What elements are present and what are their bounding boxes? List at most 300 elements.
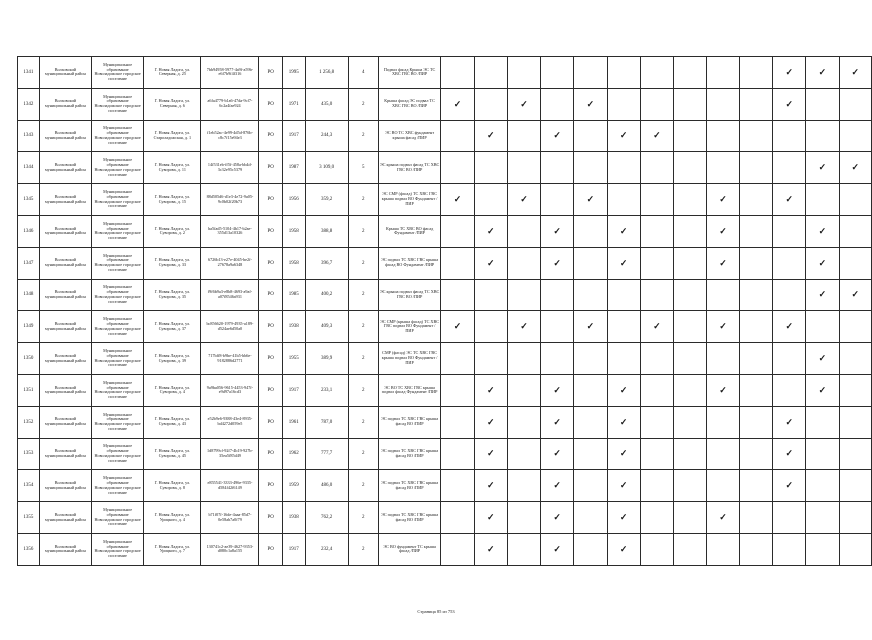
row-number: 1350 [18,343,40,375]
work-cell [474,57,507,89]
fund-form-cell: РО [259,343,283,375]
district-cell: Волховский муниципальный район [39,120,91,152]
work-cell [839,120,871,152]
building-id-cell: 88d505d6-d1e3-4e72-9a05-9c0b02f20b73 [201,184,259,216]
count-cell: 2 [348,502,378,534]
work-cell [507,438,540,470]
work-cell [839,311,871,343]
district-cell: Волховский муниципальный район [39,406,91,438]
fund-form-cell: РО [259,533,283,565]
address-cell: Г. Новая Ладога, ул. Северная, д. 25 [144,57,201,89]
table-row [18,152,872,184]
work-cell [673,184,706,216]
count-cell: 2 [348,184,378,216]
check-mark-icon: ✓ [541,247,574,279]
work-cell [507,502,540,534]
work-cell [474,343,507,375]
check-mark-icon: ✓ [607,247,640,279]
fund-form-cell: РО [259,406,283,438]
work-cell [806,88,839,120]
works-list-cell: ЭС подвал ТС ХВС ГВС крыша фасад ВО /ПИР [378,470,441,502]
address-cell: Г. Новая Ладога, ул. Суворова, д. 37 [144,311,201,343]
check-mark-icon: ✓ [806,374,839,406]
check-mark-icon: ✓ [507,184,540,216]
work-cell [839,184,871,216]
check-mark-icon: ✓ [773,184,806,216]
check-mark-icon: ✓ [474,247,507,279]
address-cell: Г. Новая Ладога, ул. Урицкого, д. 7 [144,533,201,565]
work-cell [673,311,706,343]
check-mark-icon: ✓ [474,120,507,152]
work-cell [607,279,640,311]
work-cell [607,311,640,343]
work-cell [640,406,673,438]
check-mark-icon: ✓ [640,311,673,343]
work-cell [574,279,607,311]
area-cell: 3 109,0 [305,152,348,184]
work-cell [839,533,871,565]
municipality-cell: Муниципальное образование Новоладожское городское поселение [92,374,144,406]
year-cell: 1955 [282,343,305,375]
work-cell [574,215,607,247]
year-cell: 1917 [282,120,305,152]
area-cell: 389,9 [305,343,348,375]
work-cell [773,152,806,184]
area-cell: 486,0 [305,470,348,502]
check-mark-icon: ✓ [507,311,540,343]
table-row [18,247,872,279]
municipality-cell: Муниципальное образование Новоладожское городское поселение [92,406,144,438]
row-number: 1345 [18,184,40,216]
work-cell [740,502,773,534]
work-cell [806,406,839,438]
check-mark-icon: ✓ [773,88,806,120]
table-row [18,406,872,438]
work-cell [607,184,640,216]
address-cell: Г. Новая Ладога, ул. Староладожская, д. 1 [144,120,201,152]
district-cell: Волховский муниципальный район [39,311,91,343]
work-cell [740,438,773,470]
work-cell [806,311,839,343]
municipality-cell: Муниципальное образование Новоладожское городское поселение [92,57,144,89]
address-cell: Г. Новая Ладога, ул. Суворова, д. 4 [144,374,201,406]
municipality-cell: Муниципальное образование Новоладожское городское поселение [92,438,144,470]
district-cell: Волховский муниципальный район [39,343,91,375]
check-mark-icon: ✓ [441,88,474,120]
work-cell [839,343,871,375]
building-id-cell: b71f07f-16de-4aaa-85d7-0e58ab7a0f79 [201,502,259,534]
municipality-cell: Муниципальное образование Новоладожское городское поселение [92,343,144,375]
municipality-cell: Муниципальное образование Новоладожское городское поселение [92,247,144,279]
district-cell: Волховский муниципальный район [39,533,91,565]
address-cell: Г. Новая Ладога, ул. Суворова, д. 11 [144,152,201,184]
works-list-cell: ЭС подвал ТС ХВС ГВС крыша фасад ВО /ПИР [378,438,441,470]
work-cell [706,533,739,565]
work-cell [740,343,773,375]
fund-form-cell: РО [259,374,283,406]
row-number: 1349 [18,311,40,343]
address-cell: Г. Новая Ладога, ул. Суворова, д. 39 [144,343,201,375]
work-cell [773,279,806,311]
count-cell: 2 [348,279,378,311]
work-cell [706,438,739,470]
work-cell [740,406,773,438]
work-cell [740,279,773,311]
building-id-cell: 6726b13-e27e-4045-be2f-27678a9a6348 [201,247,259,279]
building-id-cell: f9f6b9a3-e8b8-4693-a9af-a07f8546a931 [201,279,259,311]
work-cell [574,374,607,406]
work-cell [441,438,474,470]
work-cell [541,184,574,216]
work-cell [541,343,574,375]
work-cell [706,57,739,89]
year-cell: 1938 [282,502,305,534]
check-mark-icon: ✓ [541,215,574,247]
work-cell [740,247,773,279]
area-cell: 232,4 [305,533,348,565]
check-mark-icon: ✓ [574,88,607,120]
row-number: 1348 [18,279,40,311]
check-mark-icon: ✓ [706,247,739,279]
work-cell [640,57,673,89]
work-cell [740,57,773,89]
work-cell [574,502,607,534]
fund-form-cell: РО [259,279,283,311]
building-id-cell: 14f531eb-ff5f-458a-bb4d-3c32e95c5379 [201,152,259,184]
district-cell: Волховский муниципальный район [39,279,91,311]
district-cell: Волховский муниципальный район [39,88,91,120]
check-mark-icon: ✓ [640,120,673,152]
count-cell: 2 [348,120,378,152]
work-cell [507,152,540,184]
count-cell: 2 [348,438,378,470]
count-cell: 4 [348,57,378,89]
row-number: 1353 [18,438,40,470]
check-mark-icon: ✓ [607,502,640,534]
check-mark-icon: ✓ [706,184,739,216]
work-cell [607,88,640,120]
row-number: 1343 [18,120,40,152]
work-cell [673,279,706,311]
table-row [18,438,872,470]
district-cell: Волховский муниципальный район [39,247,91,279]
work-cell [673,152,706,184]
building-id-cell: 130741c2-ae39-4627-9353-d080c1a8a155 [201,533,259,565]
check-mark-icon: ✓ [806,247,839,279]
check-mark-icon: ✓ [806,152,839,184]
work-cell [740,184,773,216]
work-cell [574,533,607,565]
work-cell [640,502,673,534]
work-cell [507,406,540,438]
works-list-cell: Крыша ТС ХВС ВО фасад Фундамент /ПИР [378,215,441,247]
check-mark-icon: ✓ [806,57,839,89]
work-cell [474,279,507,311]
work-cell [806,184,839,216]
work-cell [839,247,871,279]
check-mark-icon: ✓ [706,215,739,247]
work-cell [640,279,673,311]
municipality-cell: Муниципальное образование Новоладожское городское поселение [92,533,144,565]
municipality-cell: Муниципальное образование Новоладожское городское поселение [92,152,144,184]
area-cell: 787,0 [305,406,348,438]
check-mark-icon: ✓ [706,374,739,406]
count-cell: 2 [348,247,378,279]
work-cell [541,57,574,89]
fund-form-cell: РО [259,152,283,184]
works-list-cell: ЭС крыша подвал фасад ТС ХВС ГВС ВО /ПИР [378,152,441,184]
check-mark-icon: ✓ [574,184,607,216]
work-cell [706,406,739,438]
works-list-cell: ЭС крыша подвал фасад ТС ХВС ГВС ВО /ПИР [378,279,441,311]
work-cell [706,88,739,120]
fund-form-cell: РО [259,470,283,502]
work-cell [607,343,640,375]
fund-form-cell: РО [259,120,283,152]
work-cell [740,374,773,406]
work-cell [673,470,706,502]
district-cell: Волховский муниципальный район [39,215,91,247]
table-row [18,502,872,534]
work-cell [640,247,673,279]
work-cell [541,311,574,343]
count-cell: 5 [348,152,378,184]
check-mark-icon: ✓ [607,533,640,565]
work-cell [706,152,739,184]
check-mark-icon: ✓ [706,502,739,534]
works-list-cell: ЭС ВО фундамент ТС крыша фасад /ПИР [378,533,441,565]
row-number: 1356 [18,533,40,565]
year-cell: 1917 [282,533,305,565]
count-cell: 2 [348,374,378,406]
work-cell [640,533,673,565]
building-id-cell: 9a9ba056-9615-4453-947f-e9d97a16cd3 [201,374,259,406]
work-cell [574,470,607,502]
check-mark-icon: ✓ [541,533,574,565]
check-mark-icon: ✓ [541,470,574,502]
building-id-cell: 717bff8-b9be-41b5-bb6e-9182886d2771 [201,343,259,375]
work-cell [474,152,507,184]
check-mark-icon: ✓ [474,215,507,247]
municipality-cell: Муниципальное образование Новоладожское городское поселение [92,279,144,311]
work-cell [507,120,540,152]
table-row [18,184,872,216]
table-row [18,533,872,565]
work-cell [441,406,474,438]
work-cell [673,120,706,152]
year-cell: 1995 [282,57,305,89]
work-cell [706,343,739,375]
work-cell [839,88,871,120]
check-mark-icon: ✓ [474,470,507,502]
year-cell: 1917 [282,374,305,406]
building-id-cell: ba5fad5-5104-4b17-b2ae-355d13a10326 [201,215,259,247]
year-cell: 1959 [282,470,305,502]
fund-form-cell: РО [259,57,283,89]
area-cell: 396,7 [305,247,348,279]
count-cell: 2 [348,470,378,502]
works-list-cell: ЭС подвал ТС ХВС ГВС крыша фасад ВО /ПИР [378,406,441,438]
district-cell: Волховский муниципальный район [39,184,91,216]
count-cell: 2 [348,88,378,120]
check-mark-icon: ✓ [541,120,574,152]
work-cell [441,120,474,152]
work-cell [839,470,871,502]
check-mark-icon: ✓ [773,406,806,438]
work-cell [673,533,706,565]
check-mark-icon: ✓ [806,343,839,375]
work-cell [574,438,607,470]
work-cell [740,88,773,120]
municipality-cell: Муниципальное образование Новоладожское городское поселение [92,502,144,534]
housing-register-table [17,56,872,566]
year-cell: 1962 [282,438,305,470]
check-mark-icon: ✓ [541,374,574,406]
building-id-cell: f1eb52ac-4e99-4d5d-876b-c8c7f15e94e3 [201,120,259,152]
check-mark-icon: ✓ [607,406,640,438]
building-id-cell: bc856620-1979-4935-a189-d524ae6d50a0 [201,311,259,343]
area-cell: 244,3 [305,120,348,152]
row-number: 1351 [18,374,40,406]
row-number: 1355 [18,502,40,534]
year-cell: 1961 [282,406,305,438]
work-cell [673,57,706,89]
check-mark-icon: ✓ [773,470,806,502]
area-cell: 359,2 [305,184,348,216]
work-cell [441,57,474,89]
area-cell: 777,7 [305,438,348,470]
fund-form-cell: РО [259,311,283,343]
check-mark-icon: ✓ [607,374,640,406]
work-cell [673,502,706,534]
area-cell: 762,2 [305,502,348,534]
work-cell [706,120,739,152]
building-id-cell: e855541-3333-496e-9335-d584f42f6149 [201,470,259,502]
check-mark-icon: ✓ [474,533,507,565]
municipality-cell: Муниципальное образование Новоладожское городское поселение [92,470,144,502]
address-cell: Г. Новая Ладога, ул. Суворова, д. 35 [144,279,201,311]
check-mark-icon: ✓ [806,279,839,311]
work-cell [640,152,673,184]
work-cell [806,533,839,565]
work-cell [640,88,673,120]
district-cell: Волховский муниципальный район [39,438,91,470]
work-cell [773,215,806,247]
work-cell [574,247,607,279]
address-cell: Г. Новая Ладога, ул. Суворова, д. 15 [144,184,201,216]
work-cell [773,533,806,565]
check-mark-icon: ✓ [806,215,839,247]
work-cell [673,343,706,375]
count-cell: 2 [348,311,378,343]
year-cell: 1985 [282,279,305,311]
work-cell [740,533,773,565]
work-cell [806,470,839,502]
work-cell [441,343,474,375]
year-cell: 1971 [282,88,305,120]
work-cell [441,247,474,279]
count-cell: 2 [348,406,378,438]
work-cell [806,120,839,152]
check-mark-icon: ✓ [441,184,474,216]
work-cell [541,88,574,120]
year-cell: 1958 [282,215,305,247]
year-cell: 1987 [282,152,305,184]
work-cell [773,374,806,406]
check-mark-icon: ✓ [773,311,806,343]
district-cell: Волховский муниципальный район [39,502,91,534]
work-cell [640,184,673,216]
works-list-cell: ЭС подвал ТС ХВС ГВС крыша фасад ВО /ПИР [378,502,441,534]
work-cell [773,343,806,375]
work-cell [574,343,607,375]
table-row [18,120,872,152]
check-mark-icon: ✓ [507,88,540,120]
row-number: 1347 [18,247,40,279]
fund-form-cell: РО [259,88,283,120]
works-list-cell: СМР (фасад) ЭС ТС ХВС ГВС крыша подвал ВО Фундамент /ПИР [378,343,441,375]
work-cell [640,215,673,247]
check-mark-icon: ✓ [607,470,640,502]
work-cell [673,438,706,470]
year-cell: 1938 [282,311,305,343]
district-cell: Волховский муниципальный район [39,374,91,406]
check-mark-icon: ✓ [773,57,806,89]
work-cell [441,279,474,311]
table-row [18,279,872,311]
municipality-cell: Муниципальное образование Новоладожское городское поселение [92,88,144,120]
check-mark-icon: ✓ [441,311,474,343]
check-mark-icon: ✓ [839,279,871,311]
building-id-cell: 1d8799cf-92f7-4b19-927b-35ea5f85d49 [201,438,259,470]
row-number: 1352 [18,406,40,438]
count-cell: 2 [348,343,378,375]
work-cell [607,57,640,89]
district-cell: Волховский муниципальный район [39,57,91,89]
works-list-cell: ЭС СМР (фасад) ТС ХВС ГВС крыша подвал ВО Фундамент /ПИР [378,184,441,216]
row-number: 1341 [18,57,40,89]
work-cell [773,247,806,279]
work-cell [574,152,607,184]
work-cell [740,470,773,502]
address-cell: Г. Новая Ладога, ул. Суворова, д. 43 [144,406,201,438]
work-cell [474,184,507,216]
work-cell [806,502,839,534]
work-cell [673,215,706,247]
work-cell [740,311,773,343]
check-mark-icon: ✓ [474,438,507,470]
work-cell [673,406,706,438]
work-cell [806,438,839,470]
works-list-cell: ЭС ВО ТС ХВС ГВС крыша подвал фасад Фундамент /ПИР [378,374,441,406]
work-cell [839,374,871,406]
table-row [18,215,872,247]
work-cell [740,120,773,152]
district-cell: Волховский муниципальный район [39,152,91,184]
check-mark-icon: ✓ [773,438,806,470]
work-cell [441,502,474,534]
work-cell [507,533,540,565]
work-cell [541,279,574,311]
work-cell [839,406,871,438]
work-cell [507,215,540,247]
building-id-cell: e52b9e6-9388-43e4-8935-bd4272d059e5 [201,406,259,438]
check-mark-icon: ✓ [474,374,507,406]
area-cell: 388,8 [305,215,348,247]
address-cell: Г. Новая Ладога, ул. Суворова, д. 33 [144,247,201,279]
work-cell [474,88,507,120]
works-list-cell: Крыша фасад ЭС подвал ТС ХВС ГВС ВО /ПИР [378,88,441,120]
